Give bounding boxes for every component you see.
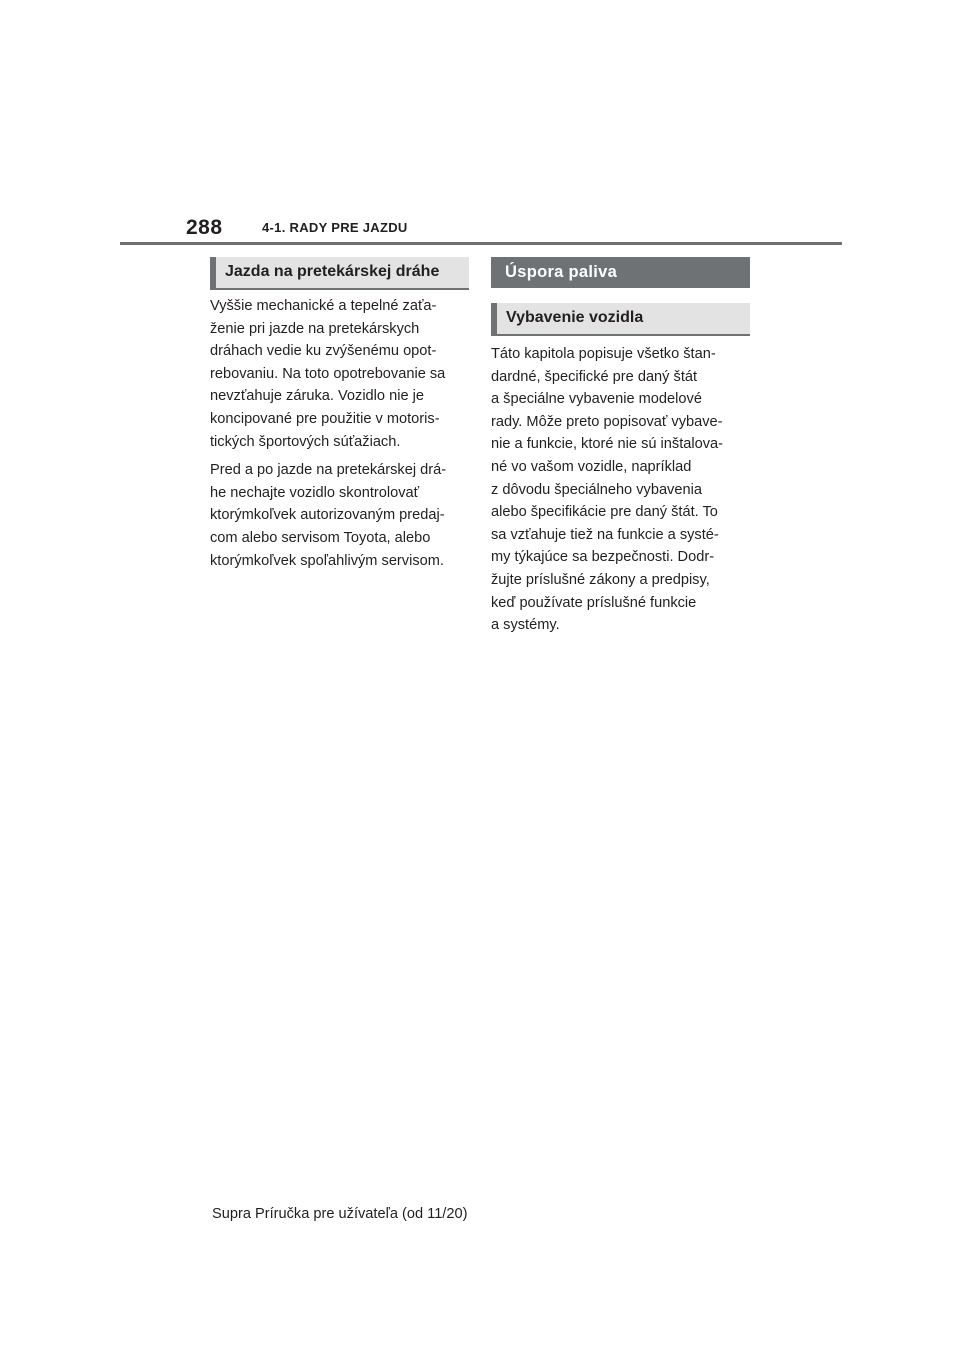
right-column: [491, 257, 750, 637]
heading-vehicle-equipment: Vybavenie vozidla: [491, 303, 750, 334]
paragraph-race-track-check: Pred a po jazde na pretekárskej drá- he nechajte vozidlo skontrolovať ktorýmkoľvek autorizovaným predaj- com alebo servisom Toyota, alebo ktorýmkoľvek spoľahlivým servisom.: [210, 462, 447, 569]
header-rule: [120, 242, 842, 245]
page-number: 288: [186, 216, 223, 239]
paragraph-race-track-wear: Vyššie mechanické a tepelné zaťa- ženie pri jazde na pretekárskych dráhach vedie ku zvýšenému opot- rebovaniu. Na toto opotrebovanie sa nevzťahuje záruka. Vozidlo nie je koncipované pre použitie v motoris- tických športových súťažiach.: [210, 298, 446, 450]
heading-race-track: Jazda na pretekárskej dráhe: [210, 257, 469, 288]
paragraph-vehicle-equipment: Táto kapitola popisuje všetko štan- dardné, špecifické pre daný štát a špeciálne vybavenie modelové rady. Môže preto popisovať vybave- nie a funkcie, ktoré nie sú inštalova- né vo vašom vozidle, napríklad z dôvodu špeciálneho vybavenia alebo špecifikácie pre daný štát. To sa vzťahuje tiež na funkcie a systé- my týkajúce sa bezpečnosti. Dodr- žujte príslušné zákony a predpisy, keď používate príslušné funkcie a systémy.: [491, 346, 724, 634]
heading-fuel-economy: Úspora paliva: [491, 257, 750, 288]
left-column: [210, 257, 469, 572]
footer-text: Supra Príručka pre užívateľa (od 11/20): [212, 1206, 468, 1222]
section-title: 4-1. RADY PRE JAZDU: [262, 220, 408, 235]
